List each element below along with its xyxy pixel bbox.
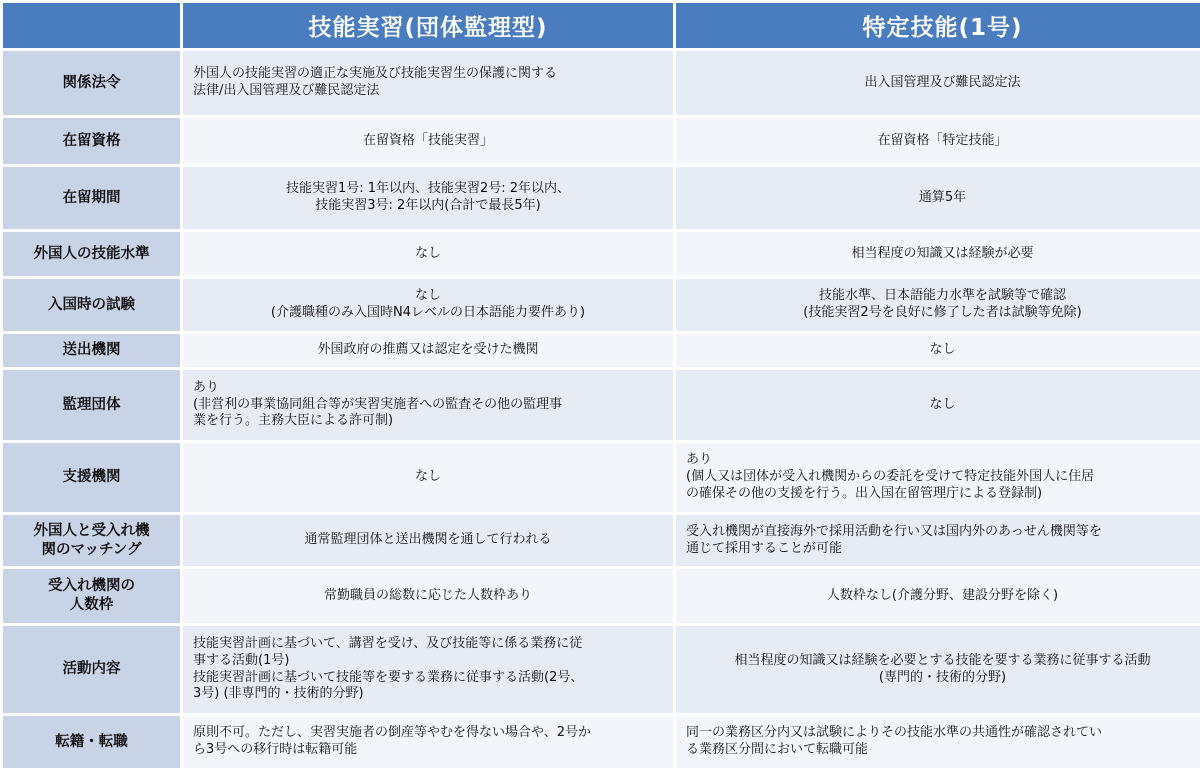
row-cell-technical-intern: なし: [183, 443, 673, 512]
row-label: 入国時の試験: [3, 279, 180, 331]
row-cell-technical-intern: あり (非営利の事業協同組合等が実習実施者への監査その他の監理事 業を行う。主務大臣による許可制): [183, 370, 673, 440]
row-label: 転籍・転職: [3, 716, 180, 768]
row-cell-technical-intern: なし (介護職種のみ入国時N4レベルの日本語能力要件あり): [183, 279, 673, 331]
row-cell-specified-skilled: 技能水準、日本語能力水準を試験等で確認 (技能実習2号を良好に修了した者は試験等免除): [676, 279, 1200, 331]
row-cell-technical-intern: 常勤職員の総数に応じた人数枠あり: [183, 569, 673, 623]
row-label: 在留期間: [3, 167, 180, 229]
row-cell-technical-intern: 技能実習計画に基づいて、講習を受け、及び技能等に係る業務に従 事する活動(1号) 技能実習計画に基づいて技能等を要する業務に従事する活動(2号、 3号) (非専門的・技術的分野): [183, 626, 673, 713]
row-cell-technical-intern: 技能実習1号: 1年以内、技能実習2号: 2年以内、 技能実習3号: 2年以内(合計で最長5年): [183, 167, 673, 229]
row-cell-specified-skilled: 相当程度の知識又は経験を必要とする技能を要する業務に従事する活動 (専門的・技術的分野): [676, 626, 1200, 713]
row-cell-specified-skilled: 相当程度の知識又は経験が必要: [676, 232, 1200, 276]
row-cell-specified-skilled: 通算5年: [676, 167, 1200, 229]
row-label: 関係法令: [3, 51, 180, 115]
row-label: 送出機関: [3, 334, 180, 367]
row-label: 監理団体: [3, 370, 180, 440]
header-technical-intern: 技能実習(団体監理型): [183, 3, 673, 48]
row-cell-technical-intern: 在留資格「技能実習」: [183, 118, 673, 164]
row-cell-technical-intern: なし: [183, 232, 673, 276]
header-specified-skilled: 特定技能(1号): [676, 3, 1200, 48]
row-cell-technical-intern: 通常監理団体と送出機関を通して行われる: [183, 515, 673, 566]
row-cell-specified-skilled: なし: [676, 334, 1200, 367]
row-label: 支援機関: [3, 443, 180, 512]
row-cell-specified-skilled: あり (個人又は団体が受入れ機関からの委託を受けて特定技能外国人に住居 の確保その他の支援を行う。出入国在留管理庁による登録制): [676, 443, 1200, 512]
row-cell-specified-skilled: 同一の業務区分内又は試験によりその技能水準の共通性が確認されてい る業務区分間において転職可能: [676, 716, 1200, 768]
row-label: 外国人の技能水準: [3, 232, 180, 276]
row-cell-technical-intern: 外国政府の推薦又は認定を受けた機関: [183, 334, 673, 367]
row-label: 受入れ機関の 人数枠: [3, 569, 180, 623]
row-label: 活動内容: [3, 626, 180, 713]
row-cell-specified-skilled: 出入国管理及び難民認定法: [676, 51, 1200, 115]
row-label: 在留資格: [3, 118, 180, 164]
row-cell-specified-skilled: 在留資格「特定技能」: [676, 118, 1200, 164]
header-corner: [3, 3, 180, 48]
row-cell-technical-intern: 原則不可。ただし、実習実施者の倒産等やむを得ない場合や、2号か ら3号への移行時は転籍可能: [183, 716, 673, 768]
row-label: 外国人と受入れ機 関のマッチング: [3, 515, 180, 566]
row-cell-specified-skilled: 人数枠なし(介護分野、建設分野を除く): [676, 569, 1200, 623]
row-cell-technical-intern: 外国人の技能実習の適正な実施及び技能実習生の保護に関する 法律/出入国管理及び難民認定法: [183, 51, 673, 115]
row-cell-specified-skilled: 受入れ機関が直接海外で採用活動を行い又は国内外のあっせん機関等を 通じて採用することが可能: [676, 515, 1200, 566]
row-cell-specified-skilled: なし: [676, 370, 1200, 440]
